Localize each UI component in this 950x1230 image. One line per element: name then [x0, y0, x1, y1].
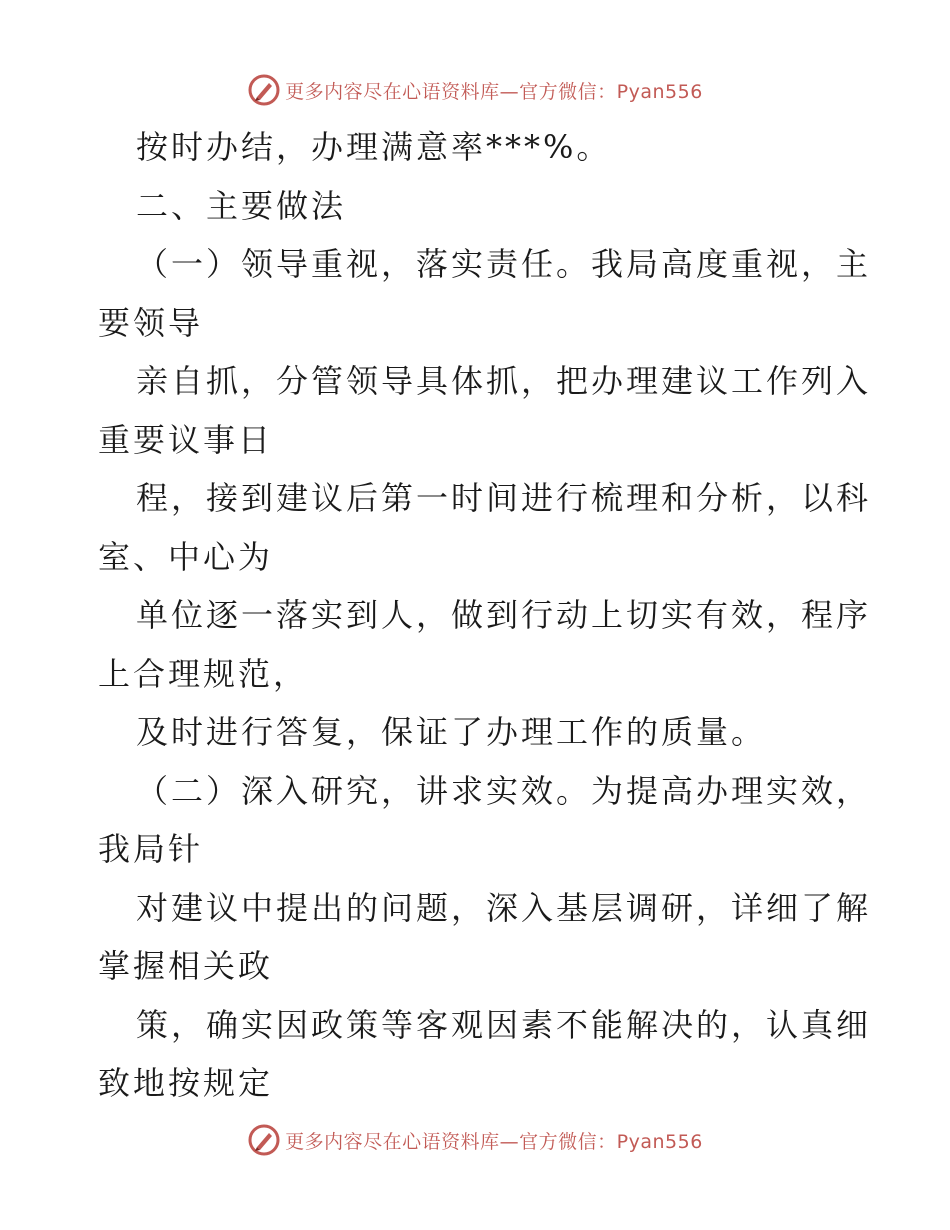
body-line: 及时进行答复，保证了办理工作的质量。: [136, 713, 767, 751]
body-line: 我局针: [98, 830, 204, 868]
section-heading: 二、主要做法: [136, 186, 347, 225]
body-line: 要领导: [98, 303, 204, 342]
body-line: 对建议中提出的问题，深入基层调研，详细了解: [136, 888, 872, 927]
body-line: 室、中心为: [98, 537, 274, 576]
header-banner: [0, 70, 950, 110]
pen-logo-icon: [247, 73, 281, 107]
body-line: 亲自抓，分管领导具体抓，把办理建议工作列入: [136, 362, 872, 400]
footer-banner: [0, 1120, 950, 1160]
body-line: 单位逐一落实到人，做到行动上切实有效，程序: [136, 596, 872, 634]
body-line: 按时办结，办理满意率***%。: [136, 128, 612, 166]
body-line: 致地按规定: [98, 1064, 274, 1102]
banner-text: 更多内容尽在心语资料库—官方微信：Pyan556: [285, 80, 703, 103]
body-line: （二）深入研究，讲求实效。为提高办理实效，: [136, 771, 872, 810]
body-line: 策，确实因政策等客观因素不能解决的，认真细: [136, 1005, 872, 1044]
body-line: 程，接到建议后第一时间进行梳理和分析，以科: [136, 479, 872, 517]
body-line: 上合理规范，: [98, 654, 309, 693]
pen-logo-icon: [247, 1123, 281, 1157]
body-line: 重要议事日: [98, 420, 274, 459]
document-body: [98, 118, 872, 1113]
body-line: 掌握相关政: [98, 947, 274, 985]
body-line: （一）领导重视，落实责任。我局高度重视，主: [136, 245, 872, 283]
banner-text: 更多内容尽在心语资料库—官方微信：Pyan556: [285, 1130, 703, 1153]
